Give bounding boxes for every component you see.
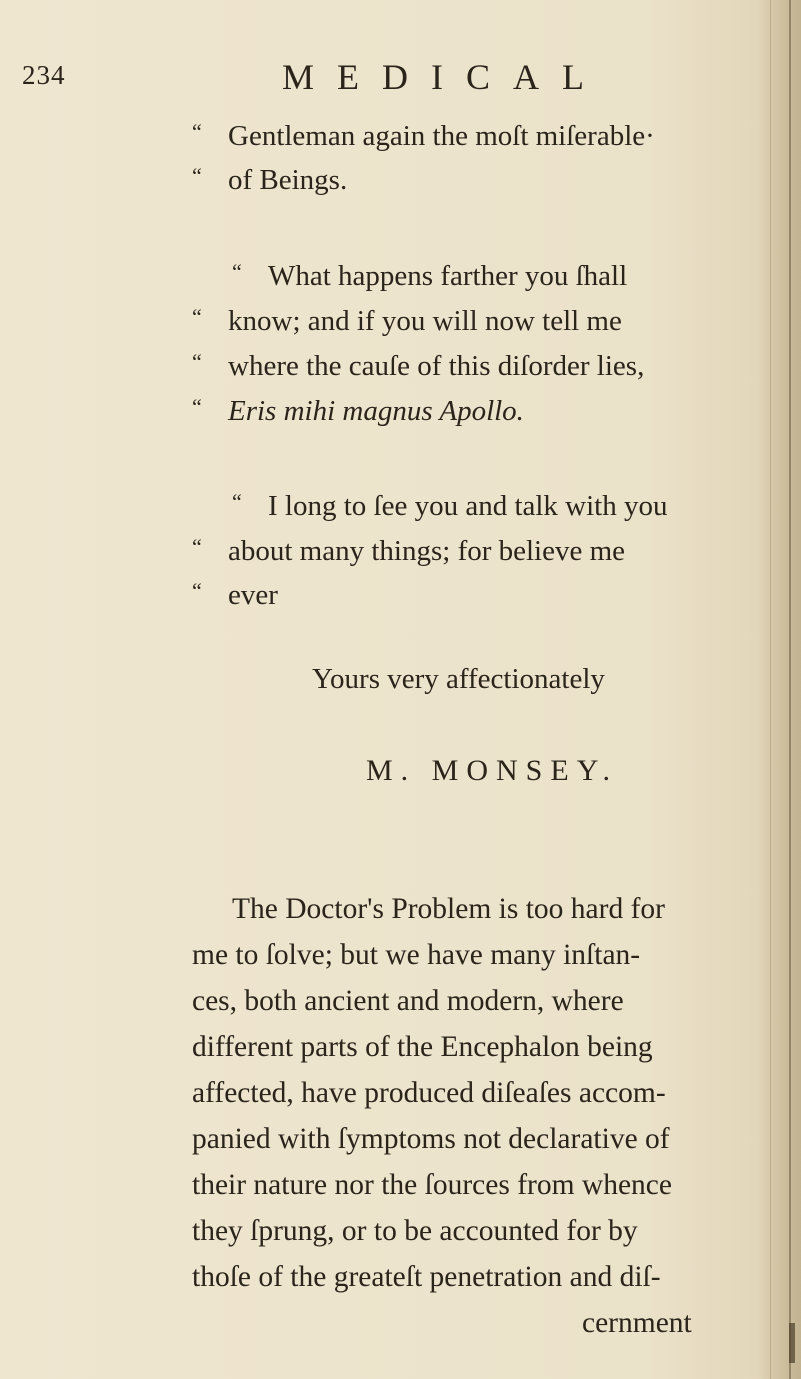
quote-mark: “ xyxy=(232,489,242,514)
page-corner-mark xyxy=(789,1323,795,1363)
catchword: cernment xyxy=(582,1307,692,1339)
page-number: 234 xyxy=(22,60,66,90)
letter-line-text: where the cauſe of this diſorder lies, xyxy=(228,350,645,382)
paragraph-line: they ſprung, or to be accounted for by xyxy=(192,1215,638,1247)
letter-line-text: What happens farther you ſhall xyxy=(268,260,628,292)
quote-mark: “ xyxy=(192,534,202,559)
letter-closing: Yours very affectionately xyxy=(312,663,605,695)
letter-line-text: ever xyxy=(228,579,278,611)
letter-line-text: Gentleman again the moſt miſerable· xyxy=(228,120,655,152)
paragraph-line: panied with ſymptoms not declarative of xyxy=(192,1123,670,1155)
quote-mark: “ xyxy=(232,259,242,284)
letter-line xyxy=(192,343,644,385)
quote-mark: “ xyxy=(192,304,202,329)
quote-mark: “ xyxy=(192,394,202,419)
letter-line xyxy=(232,483,668,525)
letter-line-text: of Beings. xyxy=(228,164,348,196)
paragraph-line: different parts of the Encephalon being xyxy=(192,1031,653,1063)
letter-line xyxy=(192,157,347,199)
letter-line xyxy=(192,388,524,430)
paragraph-line: me to ſolve; but we have many inſtan- xyxy=(192,939,641,971)
letter-line-text: Eris mihi magnus Apollo. xyxy=(228,395,524,427)
letter-line-text: know; and if you will now tell me xyxy=(228,305,622,337)
quote-mark: “ xyxy=(192,119,202,144)
paragraph-line: their nature nor the ſources from whence xyxy=(192,1169,672,1201)
letter-line xyxy=(192,528,625,570)
letter-line xyxy=(232,253,627,295)
paragraph-line: thoſe of the greateſt penetration and diſ- xyxy=(192,1261,661,1293)
paragraph-line: affected, have produced diſeaſes accom- xyxy=(192,1077,666,1109)
paragraph-line: The Doctor's Problem is too hard for xyxy=(232,893,665,925)
quote-mark: “ xyxy=(192,163,202,188)
letter-line xyxy=(192,298,622,340)
running-head: MEDICAL xyxy=(282,57,607,97)
quote-mark: “ xyxy=(192,349,202,374)
letter-line-text: about many things; for believe me xyxy=(228,535,626,567)
letter-signature: M. MONSEY. xyxy=(366,754,618,787)
quote-mark: “ xyxy=(192,578,202,603)
page-edge-line xyxy=(789,0,791,1379)
letter-line xyxy=(192,113,655,155)
page-edge-shadow xyxy=(757,0,801,1379)
paragraph-line: ces, both ancient and modern, where xyxy=(192,985,624,1017)
letter-line xyxy=(192,572,278,614)
page-edge-fold xyxy=(770,0,771,1379)
letter-line-text: I long to ſee you and talk with you xyxy=(268,490,668,522)
